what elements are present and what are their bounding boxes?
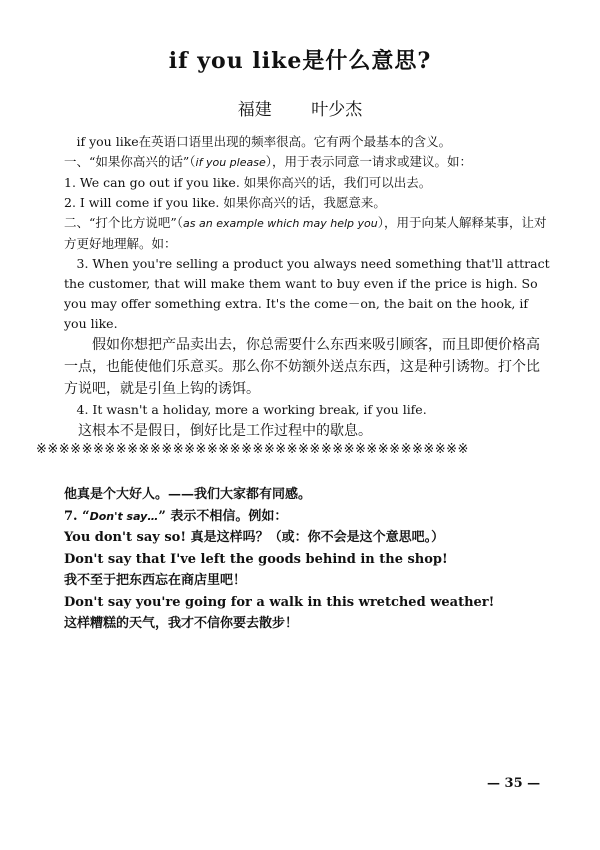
meaning-one-suffix: ），用于表示同意一请求或建议。如：	[265, 154, 472, 169]
example-three-translation: 假如你想把产品卖出去，你总需要什么东西来吸引顾客，而且即便价格高一点，也能使他们乐意买。那么你不妨额外送点东西，这是种引诱物。打个比方说吧，就是引鱼上钩的诱饵。	[64, 337, 540, 397]
example-two: 2. I will come if you like. 如果你高兴的话，我愿意来。	[64, 195, 386, 210]
meaning-one-prefix: 一、“如果你高兴的话”（	[64, 154, 196, 169]
author-name: 叶少杰	[311, 100, 363, 120]
author-place: 福建	[237, 100, 272, 120]
meaning-two-english: as an example which may help you	[183, 217, 378, 230]
page-number: — 35 —	[487, 776, 541, 791]
meaning-two	[64, 213, 550, 254]
meaning-two-suffix: ），用于向某人解释某事，让对方更好地理解。如：	[64, 215, 547, 251]
fragment-line-2-prefix: 7. “	[64, 508, 90, 524]
article-body	[64, 132, 550, 442]
meaning-one	[64, 152, 550, 173]
intro-paragraph: if you like在英语口语里出现的频率很高。它有两个最基本的含义。	[76, 134, 452, 149]
meaning-two-prefix: 二、“打个比方说吧”（	[64, 215, 184, 230]
example-one: 1. We can go out if you like. 如果你高兴的话，我们可以出去。	[64, 175, 432, 190]
fragment-line-2-suffix: ” 表示不相信。例如：	[158, 508, 288, 524]
second-article-fragment	[64, 484, 550, 635]
fragment-line-6: Don't say you're going for a walk in this wretched weather!	[64, 594, 495, 610]
example-four-translation: 这根本不是假日，倒好比是工作过程中的歇息。	[78, 423, 372, 439]
fragment-line-7: 这样糟糕的天气，我才不信你要去散步！	[64, 616, 299, 631]
fragment-line-5: 我不至于把东西忘在商店里吧！	[64, 573, 247, 588]
meaning-one-english: if you please	[195, 156, 266, 169]
fragment-line-3: You don't say so! 真是这样吗？（或：你不会是这个意思吧。）	[64, 530, 445, 545]
fragment-line-2-english: Don't say…	[89, 509, 159, 523]
example-four: 4. It wasn't a holiday, more a working break, if you life.	[76, 402, 427, 417]
article-title: if you like是什么意思?	[168, 48, 432, 74]
fragment-line-4: Don't say that I've left the goods behind in the shop!	[64, 551, 448, 567]
fragment-line-1: 他真是个大好人。——我们大家都有同感。	[64, 487, 312, 502]
author-line	[0, 95, 600, 120]
fragment-line-2	[64, 506, 550, 528]
example-three: 3. When you're selling a product you always need something that'll attract the customer, that will make them want to buy even if the price is high. So you may offer something extra. It's the come－on, the bait on the hook, if you like.	[64, 256, 550, 331]
section-separator: ※※※※※※※※※※※※※※※※※※※※※※※※※※※※※※※※※※※※※※	[36, 442, 469, 457]
